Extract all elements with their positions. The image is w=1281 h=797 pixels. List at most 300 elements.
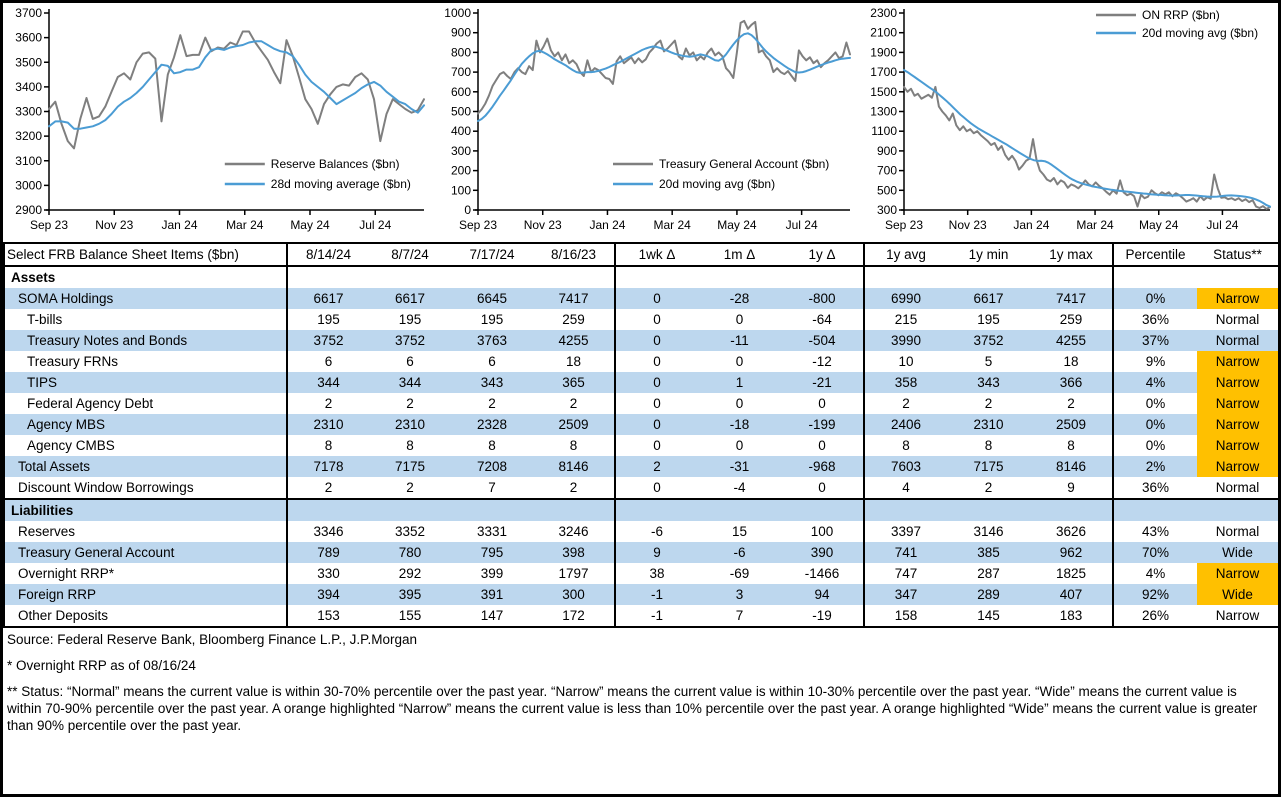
y-axis-tick-label: 300 <box>450 143 471 158</box>
status-cell: Narrow <box>1197 456 1279 477</box>
y-axis-tick-label: 3600 <box>15 30 42 45</box>
value-cell: 0 <box>615 414 698 435</box>
value-cell: 6617 <box>947 288 1030 309</box>
value-cell: 287 <box>977 566 1000 581</box>
value-cell: 343 <box>947 372 1030 393</box>
value-cell: 145 <box>977 608 1000 623</box>
value-cell: 0 <box>818 396 826 411</box>
y-axis-tick-label: 2900 <box>15 203 42 217</box>
status-cell: Narrow <box>1197 435 1279 456</box>
value-cell: 153 <box>287 605 369 627</box>
status-cell: Wide <box>1197 542 1279 563</box>
value-cell: 183 <box>1059 608 1083 623</box>
value-cell: -28 <box>698 288 781 309</box>
value-cell: -19 <box>812 608 832 623</box>
value-cell: 195 <box>398 312 422 327</box>
value-cell <box>287 499 369 521</box>
value-cell: 2 <box>984 480 993 495</box>
status-cell: Normal <box>1215 312 1260 327</box>
value-cell <box>947 499 1030 521</box>
value-cell: 2 <box>287 477 369 499</box>
table-row <box>4 456 1279 477</box>
value-cell: 3331 <box>476 524 508 539</box>
value-cell: 2 <box>984 396 993 411</box>
value-cell: 7417 <box>1030 288 1113 309</box>
value-cell: 0 <box>818 480 826 495</box>
value-cell: 6617 <box>369 288 451 309</box>
y-axis-tick-label: 900 <box>450 25 471 40</box>
status-cell: Narrow <box>1197 414 1279 435</box>
value-cell: -968 <box>781 456 864 477</box>
series-line <box>904 70 1270 207</box>
value-cell: 6 <box>406 354 414 369</box>
y-axis-tick-label: 600 <box>450 84 471 99</box>
y-axis-tick-label: 900 <box>876 143 897 158</box>
value-cell: 289 <box>947 584 1030 605</box>
value-cell: -64 <box>812 312 832 327</box>
value-cell: 0 <box>615 309 698 330</box>
table-row <box>4 521 1279 542</box>
x-axis-tick-label: Mar 24 <box>226 218 264 232</box>
value-cell: 259 <box>1059 312 1083 327</box>
y-axis-tick-label: 300 <box>876 203 897 217</box>
value-cell: 741 <box>864 542 947 563</box>
y-axis-tick-label: 3100 <box>15 153 42 168</box>
value-cell: 3146 <box>973 524 1004 539</box>
value-cell <box>781 266 864 288</box>
value-cell: 3752 <box>947 330 1030 351</box>
percentile-cell: 36% <box>1113 477 1197 499</box>
percentile-cell: 70% <box>1113 542 1197 563</box>
value-cell: -1 <box>615 605 698 627</box>
row-label: Treasury FRNs <box>27 354 119 369</box>
legend-label: ON RRP ($bn) <box>1142 8 1220 22</box>
x-axis-tick-label: Nov 23 <box>95 218 134 232</box>
column-header: Status** <box>1197 243 1279 266</box>
value-cell: 2 <box>569 396 578 411</box>
value-cell: 399 <box>480 566 504 581</box>
value-cell: 2328 <box>451 414 533 435</box>
row-label: Overnight RRP* <box>18 566 115 581</box>
table-row <box>4 309 1279 330</box>
percentile-cell: 37% <box>1113 330 1197 351</box>
value-cell: -69 <box>729 566 750 581</box>
column-header: 8/16/23 <box>533 243 615 266</box>
y-axis-tick-label: 3700 <box>15 6 42 20</box>
y-axis-tick-label: 1300 <box>870 104 897 119</box>
table-row <box>4 330 1279 351</box>
reserve-balances-chart-svg <box>3 3 432 240</box>
value-cell: 4 <box>864 477 947 499</box>
x-axis-tick-label: Jan 24 <box>1013 218 1050 232</box>
status-cell <box>1197 266 1279 288</box>
percentile-cell: 4% <box>1113 563 1197 584</box>
y-axis-tick-label: 500 <box>876 183 897 198</box>
value-cell <box>1030 266 1113 288</box>
value-cell: 0 <box>615 435 698 456</box>
row-label: SOMA Holdings <box>4 288 287 309</box>
y-axis-tick-label: 700 <box>876 163 897 178</box>
percentile-cell <box>1113 499 1197 521</box>
value-cell: 2 <box>569 480 578 495</box>
table-row <box>4 414 1279 435</box>
table-title: Select FRB Balance Sheet Items ($bn) <box>4 243 287 266</box>
value-cell: 9 <box>615 542 698 563</box>
value-cell <box>947 266 1030 288</box>
value-cell: 38 <box>615 563 698 584</box>
value-cell: 147 <box>480 608 504 623</box>
value-cell: 0 <box>735 438 744 453</box>
value-cell: 215 <box>864 309 947 330</box>
column-header: 1wk Δ <box>615 243 698 266</box>
value-cell: 6 <box>488 354 496 369</box>
footnotes <box>3 628 1278 734</box>
value-cell: 7417 <box>533 288 615 309</box>
value-cell: 8 <box>984 438 993 453</box>
y-axis-tick-label: 2100 <box>870 25 897 40</box>
value-cell <box>533 266 615 288</box>
column-header: 1y avg <box>864 243 947 266</box>
percentile-cell: 0% <box>1113 414 1197 435</box>
status-cell: Wide <box>1197 584 1279 605</box>
value-cell: 780 <box>369 542 451 563</box>
value-cell: 0 <box>615 288 698 309</box>
legend-label: Treasury General Account ($bn) <box>659 157 830 171</box>
value-cell: 2310 <box>369 414 451 435</box>
x-axis-tick-label: May 24 <box>1139 218 1179 232</box>
status-cell: Normal <box>1197 330 1279 351</box>
y-axis-tick-label: 200 <box>450 163 471 178</box>
value-cell: 8 <box>569 438 578 453</box>
value-cell: 0 <box>615 372 698 393</box>
source-note: Source: Federal Reserve Bank, Bloomberg Finance L.P., J.P.Morgan <box>7 632 417 647</box>
value-cell: 385 <box>947 542 1030 563</box>
y-axis-tick-label: 1900 <box>870 45 897 60</box>
value-cell: 6617 <box>287 288 369 309</box>
value-cell: -11 <box>698 330 781 351</box>
value-cell: 300 <box>533 584 615 605</box>
value-cell: 9 <box>1067 480 1075 495</box>
value-cell: -6 <box>615 521 698 542</box>
value-cell: -504 <box>781 330 864 351</box>
value-cell: 7175 <box>369 456 451 477</box>
value-cell: 3752 <box>369 330 451 351</box>
column-header: 8/14/24 <box>287 243 369 266</box>
x-axis-tick-label: May 24 <box>290 218 330 232</box>
table-row <box>4 288 1279 309</box>
value-cell <box>781 499 864 521</box>
table-row <box>4 542 1279 563</box>
value-cell <box>698 499 781 521</box>
value-cell: 0 <box>615 477 698 499</box>
x-axis-tick-label: Mar 24 <box>653 218 691 232</box>
value-cell: 172 <box>562 608 585 623</box>
y-axis-tick-label: 800 <box>450 45 471 60</box>
value-cell: 3626 <box>1055 524 1087 539</box>
status-cell: Narrow <box>1197 288 1279 309</box>
y-axis-tick-label: 100 <box>450 183 471 198</box>
value-cell: -21 <box>781 372 864 393</box>
value-cell: -1466 <box>804 566 840 581</box>
percentile-cell: 2% <box>1113 456 1197 477</box>
value-cell: 3346 <box>287 521 369 542</box>
column-header: Percentile <box>1113 243 1197 266</box>
value-cell <box>1030 499 1113 521</box>
value-cell: 18 <box>1063 354 1079 369</box>
status-cell <box>1197 499 1279 521</box>
percentile-cell: 9% <box>1113 351 1197 372</box>
value-cell: 259 <box>562 312 585 327</box>
value-cell: 2406 <box>864 414 947 435</box>
value-cell: 747 <box>864 563 947 584</box>
value-cell: 2509 <box>533 414 615 435</box>
value-cell: 962 <box>1030 542 1113 563</box>
balance-sheet-table <box>3 242 1280 628</box>
value-cell: 3 <box>698 584 781 605</box>
section-row <box>4 266 1279 288</box>
x-axis-tick-label: Jul 24 <box>785 218 818 232</box>
value-cell: -199 <box>781 414 864 435</box>
x-axis-tick-label: Sep 23 <box>29 218 69 232</box>
series-line <box>49 41 424 128</box>
y-axis-tick-label: 3000 <box>15 178 42 193</box>
value-cell: 7178 <box>287 456 369 477</box>
x-axis-tick-label: Jan 24 <box>161 218 198 232</box>
x-axis-tick-label: Sep 23 <box>884 218 924 232</box>
y-axis-tick-label: 700 <box>450 65 471 80</box>
value-cell: 3752 <box>287 330 369 351</box>
percentile-cell: 0% <box>1113 393 1197 414</box>
value-cell: 347 <box>864 584 947 605</box>
row-label: Agency CMBS <box>27 438 115 453</box>
value-cell: 2 <box>406 480 414 495</box>
table-row <box>4 563 1279 584</box>
value-cell: -4 <box>733 480 746 495</box>
y-axis-tick-label: 1000 <box>444 6 471 20</box>
column-header: 7/17/24 <box>451 243 533 266</box>
value-cell <box>287 266 369 288</box>
status-cell: Normal <box>1215 480 1260 495</box>
legend-label: 20d moving avg ($bn) <box>1142 26 1259 40</box>
value-cell: -12 <box>812 354 832 369</box>
percentile-cell: 36% <box>1113 309 1197 330</box>
row-label: Total Assets <box>4 456 287 477</box>
value-cell: 343 <box>451 372 533 393</box>
value-cell: 8 <box>1067 438 1075 453</box>
value-cell: 1825 <box>1055 566 1087 581</box>
value-cell: 3246 <box>558 524 589 539</box>
value-cell: 1797 <box>558 566 589 581</box>
percentile-cell: 26% <box>1113 605 1197 627</box>
treasury-general-account-chart-svg <box>432 3 858 240</box>
percentile-cell: 43% <box>1113 521 1197 542</box>
status-cell: Narrow <box>1197 563 1279 584</box>
x-axis-tick-label: Nov 23 <box>948 218 987 232</box>
row-label: Treasury Notes and Bonds <box>4 330 287 351</box>
row-label: Discount Window Borrowings <box>18 480 194 495</box>
value-cell: 8 <box>287 435 369 456</box>
value-cell: 330 <box>287 563 369 584</box>
status-cell: Normal <box>1215 524 1260 539</box>
value-cell: 6 <box>287 351 369 372</box>
value-cell: 4255 <box>533 330 615 351</box>
value-cell: 344 <box>287 372 369 393</box>
value-cell: 8 <box>488 438 496 453</box>
y-axis-tick-label: 500 <box>450 104 471 119</box>
column-header: 1y Δ <box>781 243 864 266</box>
percentile-cell: 92% <box>1113 584 1197 605</box>
rrp-asof-note: * Overnight RRP as of 08/16/24 <box>7 657 196 673</box>
value-cell: 2509 <box>1030 414 1113 435</box>
table-row <box>4 372 1279 393</box>
value-cell <box>698 266 781 288</box>
value-cell: 10 <box>864 351 947 372</box>
value-cell: -18 <box>698 414 781 435</box>
table-row <box>4 351 1279 372</box>
value-cell: 0 <box>615 330 698 351</box>
x-axis-tick-label: Jan 24 <box>589 218 626 232</box>
status-cell: Narrow <box>1197 372 1279 393</box>
value-cell: 3763 <box>451 330 533 351</box>
row-label: Other Deposits <box>18 608 109 623</box>
status-cell: Narrow <box>1197 393 1279 414</box>
column-header: 8/7/24 <box>369 243 451 266</box>
value-cell <box>864 499 947 521</box>
row-label: Federal Agency Debt <box>27 396 154 411</box>
value-cell: 8 <box>406 438 414 453</box>
value-cell: 358 <box>864 372 947 393</box>
value-cell <box>369 499 451 521</box>
percentile-cell: 0% <box>1113 435 1197 456</box>
y-axis-tick-label: 0 <box>464 203 471 217</box>
value-cell: 0 <box>735 354 744 369</box>
value-cell: -6 <box>698 542 781 563</box>
column-header: 1m Δ <box>698 243 781 266</box>
value-cell: 6645 <box>451 288 533 309</box>
value-cell: 398 <box>533 542 615 563</box>
value-cell: 2 <box>287 393 369 414</box>
row-label: Treasury General Account <box>4 542 287 563</box>
y-axis-tick-label: 1700 <box>870 65 897 80</box>
row-label: Agency MBS <box>4 414 287 435</box>
value-cell: 195 <box>287 309 369 330</box>
value-cell: 7208 <box>451 456 533 477</box>
value-cell <box>615 266 698 288</box>
value-cell <box>615 499 698 521</box>
value-cell: 394 <box>287 584 369 605</box>
value-cell: 2310 <box>287 414 369 435</box>
value-cell: 6990 <box>864 288 947 309</box>
legend-label: Reserve Balances ($bn) <box>270 157 400 171</box>
value-cell: 3990 <box>864 330 947 351</box>
value-cell <box>533 499 615 521</box>
row-label: TIPS <box>4 372 287 393</box>
series-line <box>478 21 850 114</box>
value-cell: 395 <box>369 584 451 605</box>
value-cell: 391 <box>451 584 533 605</box>
value-cell: 0 <box>735 312 744 327</box>
percentile-cell <box>1113 266 1197 288</box>
value-cell: 3352 <box>394 524 426 539</box>
x-axis-tick-label: Mar 24 <box>1076 218 1114 232</box>
value-cell <box>369 266 451 288</box>
table-row <box>4 435 1279 456</box>
value-cell: 8 <box>864 435 947 456</box>
value-cell: 795 <box>451 542 533 563</box>
value-cell: 2 <box>406 396 414 411</box>
value-cell: 0 <box>735 396 744 411</box>
x-axis-tick-label: Jul 24 <box>1206 218 1239 232</box>
column-header: 1y min <box>947 243 1030 266</box>
value-cell: 2 <box>1067 396 1075 411</box>
table-row <box>4 605 1279 627</box>
value-cell <box>451 266 533 288</box>
value-cell: 2 <box>615 456 698 477</box>
value-cell: 100 <box>810 524 834 539</box>
row-label: T-bills <box>27 312 63 327</box>
value-cell: 7 <box>488 480 496 495</box>
on-rrp-chart <box>858 3 1278 240</box>
value-cell: 195 <box>977 312 1000 327</box>
column-header: 1y max <box>1030 243 1113 266</box>
value-cell: 195 <box>480 312 504 327</box>
x-axis-tick-label: Jul 24 <box>359 218 392 232</box>
row-label: Assets <box>11 270 56 285</box>
percentile-cell: 0% <box>1113 288 1197 309</box>
y-axis-tick-label: 400 <box>450 124 471 139</box>
series-line <box>904 87 1270 209</box>
value-cell: 1 <box>698 372 781 393</box>
series-line <box>49 32 424 149</box>
value-cell: 15 <box>731 524 748 539</box>
value-cell: 407 <box>1030 584 1113 605</box>
y-axis-tick-label: 3300 <box>15 104 42 119</box>
value-cell: 0 <box>615 351 698 372</box>
value-cell: 292 <box>398 566 422 581</box>
row-label: Reserves <box>18 524 76 539</box>
section-row <box>4 499 1279 521</box>
legend-label: 28d moving average ($bn) <box>270 177 411 191</box>
x-axis-tick-label: Sep 23 <box>458 218 498 232</box>
percentile-cell: 4% <box>1113 372 1197 393</box>
y-axis-tick-label: 3400 <box>15 79 42 94</box>
x-axis-tick-label: Nov 23 <box>523 218 562 232</box>
value-cell: 2310 <box>947 414 1030 435</box>
value-cell: 365 <box>533 372 615 393</box>
row-label: Foreign RRP <box>4 584 287 605</box>
value-cell: 3397 <box>864 521 947 542</box>
on-rrp-chart-svg <box>858 3 1278 240</box>
value-cell: 366 <box>1030 372 1113 393</box>
value-cell: -31 <box>698 456 781 477</box>
value-cell: 5 <box>984 354 993 369</box>
value-cell: 789 <box>287 542 369 563</box>
value-cell: 158 <box>864 605 947 627</box>
value-cell: 18 <box>565 354 582 369</box>
value-cell: -1 <box>615 584 698 605</box>
value-cell <box>864 266 947 288</box>
value-cell: 0 <box>818 438 826 453</box>
table-row <box>4 393 1279 414</box>
charts-row <box>3 3 1278 240</box>
value-cell: 2 <box>488 396 496 411</box>
value-cell: 155 <box>398 608 422 623</box>
treasury-general-account-chart <box>432 3 858 240</box>
value-cell <box>451 499 533 521</box>
row-label: Liabilities <box>4 499 287 521</box>
value-cell: 7603 <box>864 456 947 477</box>
status-definition-note: ** Status: “Normal” means the current value is within 30-70% percentile over the past year. “Narrow” means the current value is within 10-30% percentile over the past year. “Wide” means the current value is within 70-90% percentile over the past year. A orange highlighted “Narrow” means the current value is less than 10% percentile over the past year. A orange highlighted “Wide” means the current value is greater than 90% percentile over the past year. <box>7 683 1258 733</box>
